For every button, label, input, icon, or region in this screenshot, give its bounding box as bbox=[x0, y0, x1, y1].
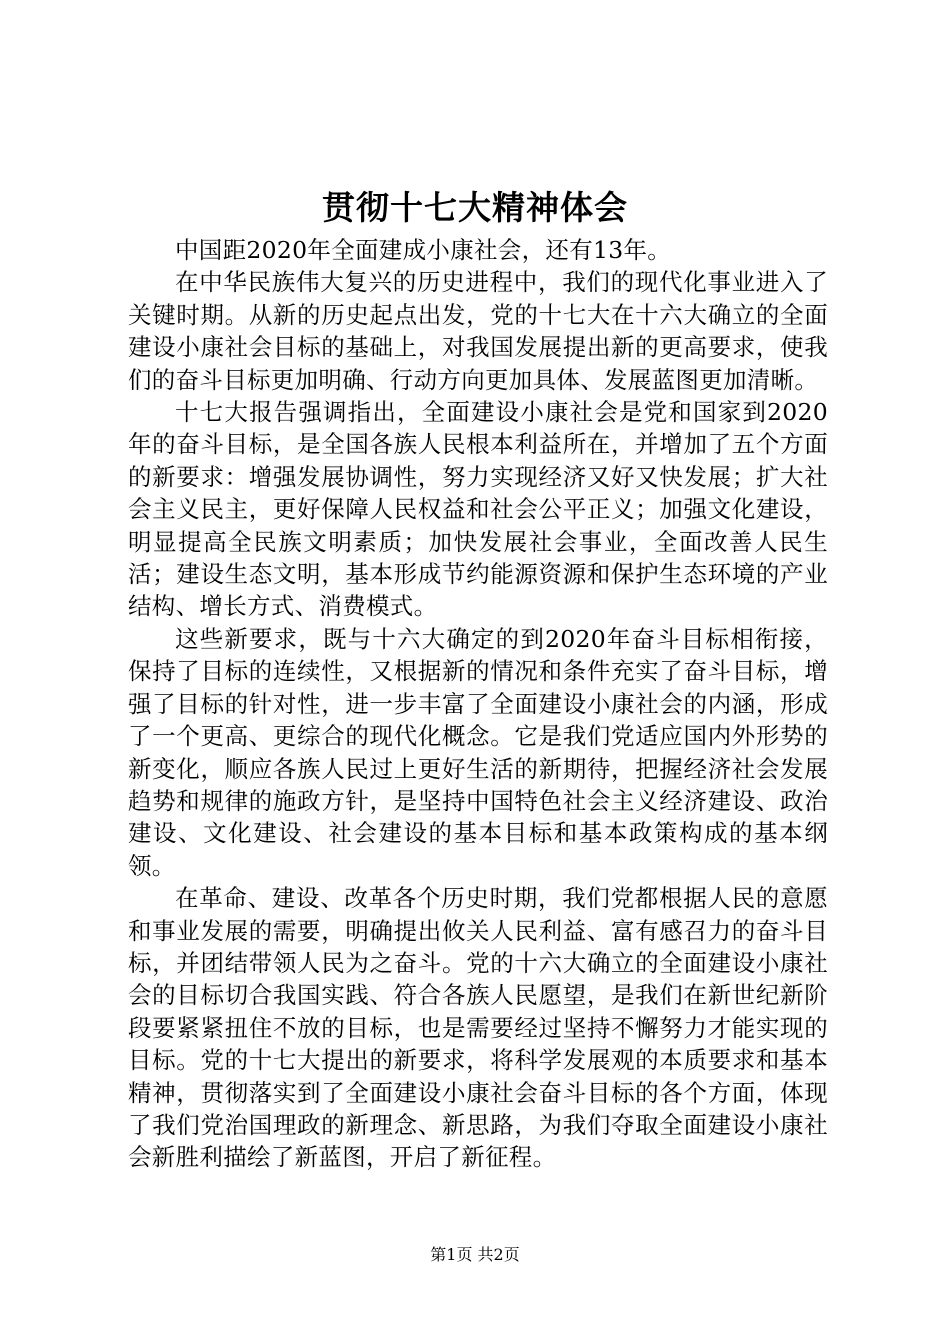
page-footer: 第1页 共2页 bbox=[430, 1245, 520, 1264]
document-title: 贯彻十七大精神体会 bbox=[322, 188, 628, 227]
paragraph: 中国距2020年全面建成小康社会，还有13年。 bbox=[175, 236, 672, 264]
paragraph: 这些新要求，既与十六大确定的到2020年奋斗目标相衔接，保持了目标的连续性，又根据新的情况和条件充实了奋斗目标，增强了目标的针对性，进一步丰富了全面建设小康社会的内涵，形成了一个更高、更综合的现代化概念。它是我们党适应国内外形势的新变化，顺应各族人民过上更好生活的新期待，把握经济社会发展趋势和规律的施政方针，是坚持中国特色社会主义经济建设、政治建设、文化建设、社会建设的基本目标和基本政策构成的基本纲领。 bbox=[128, 624, 828, 880]
paragraph: 十七大报告强调指出，全面建设小康社会是党和国家到2020年的奋斗目标，是全国各族人民根本利益所在，并增加了五个方面的新要求：增强发展协调性，努力实现经济又好又快发展；扩大社会主义民主，更好保障人民权益和社会公平正义；加强文化建设，明显提高全民族文明素质；加快发展社会事业，全面改善人民生活；建设生态文明，基本形成节约能源资源和保护生态环境的产业结构、增长方式、消费模式。 bbox=[128, 398, 828, 621]
paragraph: 在中华民族伟大复兴的历史进程中，我们的现代化事业进入了关键时期。从新的历史起点出发，党的十七大在十六大确立的全面建设小康社会目标的基础上，对我国发展提出新的更高要求，使我们的奋斗目标更加明确、行动方向更加具体、发展蓝图更加清晰。 bbox=[128, 268, 828, 394]
paragraph: 在革命、建设、改革各个历史时期，我们党都根据人民的意愿和事业发展的需要，明确提出攸关人民利益、富有感召力的奋斗目标，并团结带领人民为之奋斗。党的十六大确立的全面建设小康社会的目标切合我国实践、符合各族人民愿望，是我们在新世纪新阶段要紧紧扭住不放的目标，也是需要经过坚持不懈努力才能实现的目标。党的十七大提出的新要求，将科学发展观的本质要求和基本精神，贯彻落实到了全面建设小康社会奋斗目标的各个方面，体现了我们党治国理政的新理念、新思路，为我们夺取全面建设小康社会新胜利描绘了新蓝图，开启了新征程。 bbox=[128, 884, 828, 1172]
document-body bbox=[128, 234, 828, 1174]
